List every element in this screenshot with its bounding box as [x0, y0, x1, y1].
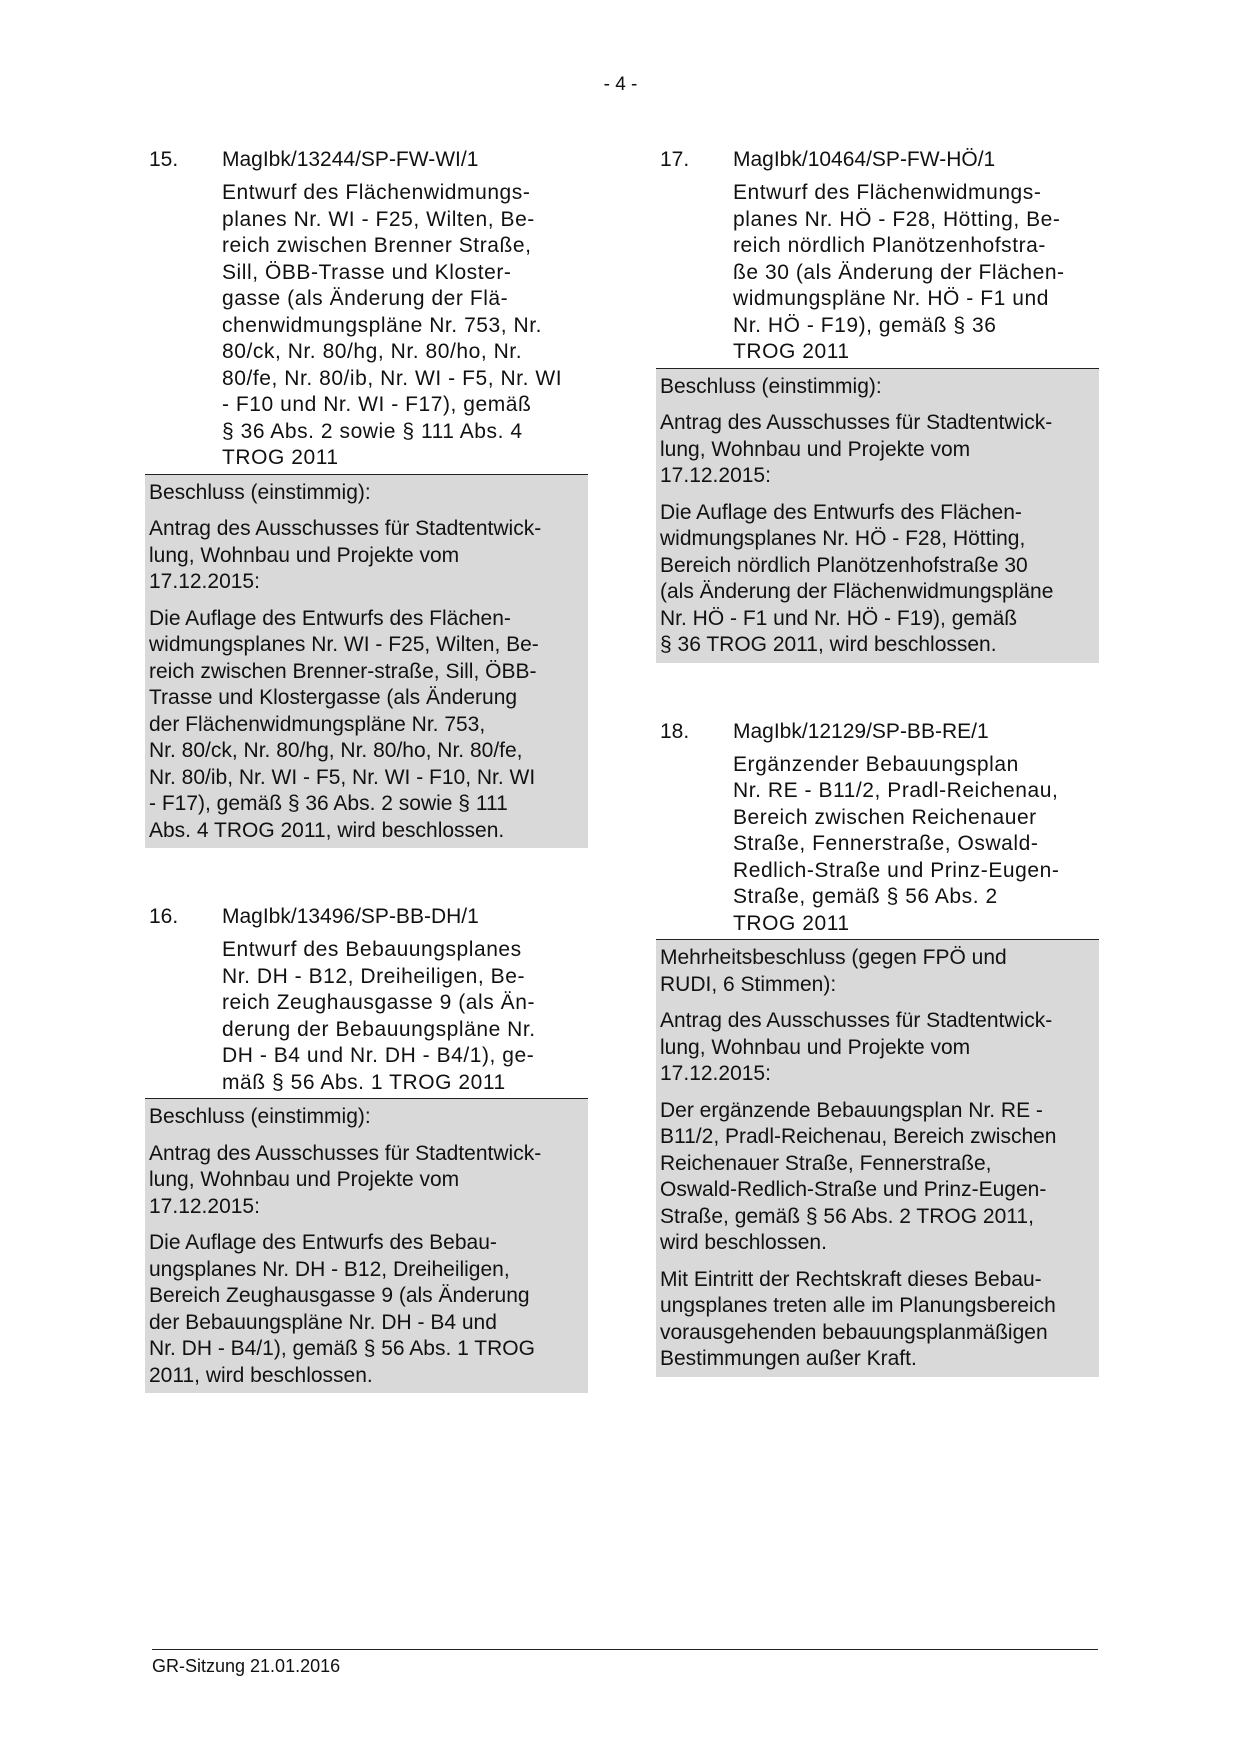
- decision-line: - F17), gemäß § 36 Abs. 2 sowie § 111: [149, 792, 508, 815]
- description-line: planes Nr. HÖ - F28, Hötting, Be-: [733, 207, 1061, 231]
- item-file-code: MagIbk/10464/SP-FW-HÖ/1: [733, 148, 996, 171]
- decision-line: Antrag des Ausschusses für Stadtentwick-: [660, 1009, 1053, 1032]
- description-line: Redlich-Straße und Prinz-Eugen-: [733, 858, 1060, 882]
- decision-paragraph: [149, 606, 584, 845]
- description-line: gasse (als Änderung der Flä-: [222, 287, 509, 310]
- decision-line: Bereich nördlich Planötzenhofstraße 30: [660, 553, 1028, 577]
- decision-line: Die Auflage des Entwurfs des Flächen-: [149, 606, 511, 630]
- footer-text: GR-Sitzung 21.01.2016: [152, 1656, 341, 1676]
- decision-line: Bereich Zeughausgasse 9 (als Änderung: [149, 1284, 530, 1307]
- decision-paragraph: [660, 1098, 1095, 1257]
- item-gap: [656, 663, 1099, 718]
- decision-line: widmungsplanes Nr. HÖ - F28, Hötting,: [660, 527, 1026, 550]
- decision-paragraph: [149, 480, 584, 507]
- description-line: mäß § 56 Abs. 1 TROG 2011: [222, 1070, 506, 1094]
- decision-paragraph: [660, 945, 1095, 998]
- decision-paragraph: [149, 516, 584, 596]
- description-line: reich nördlich Planötzenhofstra-: [733, 234, 1046, 257]
- decision-line: Der ergänzende Bebauungsplan Nr. RE -: [660, 1098, 1043, 1122]
- decision-line: Reichenauer Straße, Fennerstraße,: [660, 1151, 992, 1175]
- decision-line: Antrag des Ausschusses für Stadtentwick-: [149, 517, 542, 540]
- description-line: reich Zeughausgasse 9 (als Än-: [222, 991, 535, 1014]
- item-number: 15.: [149, 148, 179, 171]
- decision-line: Mehrheitsbeschluss (gegen FPÖ und: [660, 946, 1007, 969]
- description-line: § 36 Abs. 2 sowie § 111 Abs. 4: [222, 419, 523, 443]
- decision-paragraph: [660, 410, 1095, 490]
- item-gap: [145, 848, 588, 903]
- decision-line: Antrag des Ausschusses für Stadtentwick-: [149, 1141, 542, 1165]
- description-line: TROG 2011: [222, 446, 339, 469]
- decision-paragraph: [660, 374, 1095, 401]
- decision-line: Nr. 80/ck, Nr. 80/hg, Nr. 80/ho, Nr. 80/fe,: [149, 739, 523, 762]
- item-file-code: MagIbk/13496/SP-BB-DH/1: [222, 905, 479, 928]
- decision-line: lung, Wohnbau und Projekte vom: [149, 1168, 460, 1191]
- description-line: reich zwischen Brenner Straße,: [222, 234, 532, 257]
- decision-line: widmungsplanes Nr. WI - F25, Wilten, Be-: [149, 633, 539, 656]
- decision-line: 17.12.2015:: [660, 464, 771, 487]
- description-line: 80/ck, Nr. 80/hg, Nr. 80/ho, Nr.: [222, 340, 523, 363]
- item-description: [733, 180, 1099, 368]
- decision-line: 17.12.2015:: [660, 1062, 771, 1085]
- decision-line: 17.12.2015:: [149, 1194, 260, 1218]
- description-line: DH - B4 und Nr. DH - B4/1), ge-: [222, 1044, 535, 1067]
- agenda-item-header: [656, 146, 1099, 180]
- decision-line: Straße, gemäß § 56 Abs. 2 TROG 2011,: [660, 1204, 1034, 1228]
- agenda-item-header: [145, 146, 588, 180]
- description-line: Nr. HÖ - F19), gemäß § 36: [733, 313, 997, 337]
- decision-line: Die Auflage des Entwurfs des Flächen-: [660, 500, 1022, 524]
- description-line: chenwidmungspläne Nr. 753, Nr.: [222, 313, 543, 337]
- description-line: Entwurf des Bebauungsplanes: [222, 938, 522, 961]
- item-number: 18.: [660, 719, 690, 743]
- decision-paragraph: [660, 1008, 1095, 1088]
- decision-line: Nr. 80/ib, Nr. WI - F5, Nr. WI - F10, Nr. WI: [149, 765, 536, 789]
- decision-line: Trasse und Klostergasse (als Änderung: [149, 686, 518, 709]
- decision-line: der Flächenwidmungspläne Nr. 753,: [149, 712, 486, 736]
- decision-line: wird beschlossen.: [660, 1231, 827, 1254]
- description-line: Straße, Fennerstraße, Oswald-: [733, 832, 1039, 855]
- decision-line: § 36 TROG 2011, wird beschlossen.: [660, 633, 997, 656]
- decision-line: Mit Eintritt der Rechtskraft dieses Bebau-: [660, 1267, 1042, 1291]
- decision-line: 2011, wird beschlossen.: [149, 1363, 373, 1387]
- item-description: [733, 752, 1099, 940]
- decision-line: Beschluss (einstimmig):: [149, 1105, 371, 1128]
- decision-box: [145, 1099, 588, 1393]
- decision-line: reich zwischen Brenner-straße, Sill, ÖBB-: [149, 659, 537, 683]
- agenda-item: [145, 146, 588, 848]
- description-line: Straße, gemäß § 56 Abs. 2: [733, 885, 998, 908]
- decision-line: Beschluss (einstimmig):: [149, 480, 371, 504]
- decision-box: [656, 940, 1099, 1377]
- description-line: - F10 und Nr. WI - F17), gemäß: [222, 393, 532, 416]
- decision-box: [656, 369, 1099, 663]
- left-column: [145, 146, 588, 1393]
- decision-line: Nr. DH - B4/1), gemäß § 56 Abs. 1 TROG: [149, 1337, 535, 1360]
- description-line: TROG 2011: [733, 911, 850, 935]
- decision-line: (als Änderung der Flächenwidmungspläne: [660, 580, 1054, 603]
- decision-line: der Bebauungspläne Nr. DH - B4 und: [149, 1310, 497, 1334]
- description-line: 80/fe, Nr. 80/ib, Nr. WI - F5, Nr. WI: [222, 366, 563, 390]
- description-line: widmungspläne Nr. HÖ - F1 und: [733, 287, 1049, 310]
- agenda-item: [656, 146, 1099, 663]
- page-number: - 4 -: [603, 74, 638, 95]
- decision-paragraph: [660, 1267, 1095, 1373]
- description-line: Sill, ÖBB-Trasse und Kloster-: [222, 260, 512, 284]
- decision-line: Die Auflage des Entwurfs des Bebau-: [149, 1231, 497, 1254]
- decision-line: Nr. HÖ - F1 und Nr. HÖ - F19), gemäß: [660, 606, 1018, 630]
- description-line: ße 30 (als Änderung der Flächen-: [733, 260, 1065, 284]
- item-file-code: MagIbk/13244/SP-FW-WI/1: [222, 148, 479, 171]
- decision-line: ungsplanes treten alle im Planungsbereich: [660, 1294, 1056, 1317]
- item-number: 16.: [149, 905, 179, 928]
- description-line: Entwurf des Flächenwidmungs-: [222, 181, 531, 204]
- decision-paragraph: [660, 500, 1095, 659]
- decision-line: lung, Wohnbau und Projekte vom: [149, 543, 460, 567]
- agenda-item-header: [145, 903, 588, 937]
- description-line: derung der Bebauungspläne Nr.: [222, 1017, 536, 1041]
- right-column: [656, 146, 1099, 1377]
- decision-line: vorausgehenden bebauungsplanmäßigen: [660, 1320, 1048, 1344]
- description-line: Ergänzender Bebauungsplan: [733, 752, 1019, 776]
- description-line: Entwurf des Flächenwidmungs-: [733, 181, 1042, 204]
- item-number: 17.: [660, 148, 690, 171]
- decision-line: lung, Wohnbau und Projekte vom: [660, 437, 971, 461]
- description-line: Bereich zwischen Reichenauer: [733, 805, 1037, 829]
- decision-box: [145, 475, 588, 849]
- decision-line: Oswald-Redlich-Straße und Prinz-Eugen-: [660, 1178, 1047, 1201]
- decision-line: 17.12.2015:: [149, 570, 260, 593]
- description-line: TROG 2011: [733, 340, 850, 363]
- agenda-item-header: [656, 718, 1099, 752]
- decision-paragraph: [149, 1230, 584, 1389]
- decision-line: Abs. 4 TROG 2011, wird beschlossen.: [149, 818, 505, 842]
- agenda-item: [145, 903, 588, 1393]
- decision-paragraph: [149, 1141, 584, 1221]
- decision-line: lung, Wohnbau und Projekte vom: [660, 1035, 971, 1059]
- decision-line: B11/2, Pradl-Reichenau, Bereich zwischen: [660, 1125, 1057, 1148]
- decision-line: ungsplanes Nr. DH - B12, Dreiheiligen,: [149, 1257, 510, 1281]
- decision-line: Antrag des Ausschusses für Stadtentwick-: [660, 411, 1053, 434]
- item-file-code: MagIbk/12129/SP-BB-RE/1: [733, 719, 989, 743]
- item-description: [222, 937, 588, 1098]
- description-line: Nr. RE - B11/2, Pradl-Reichenau,: [733, 779, 1059, 802]
- footer-rule: [152, 1649, 1098, 1650]
- decision-line: RUDI, 6 Stimmen):: [660, 972, 837, 996]
- decision-line: Beschluss (einstimmig):: [660, 374, 882, 398]
- description-line: Nr. DH - B12, Dreiheiligen, Be-: [222, 964, 525, 988]
- decision-paragraph: [149, 1104, 584, 1131]
- agenda-item: [656, 718, 1099, 1377]
- description-line: planes Nr. WI - F25, Wilten, Be-: [222, 207, 535, 231]
- item-description: [222, 180, 588, 474]
- decision-line: Bestimmungen außer Kraft.: [660, 1347, 917, 1370]
